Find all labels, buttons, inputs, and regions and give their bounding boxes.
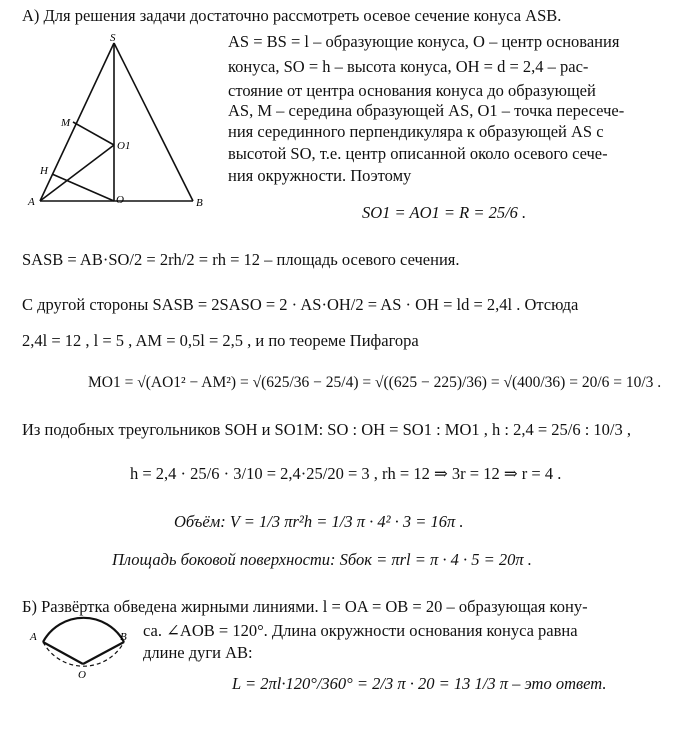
label-a: A xyxy=(28,196,35,208)
label-h: H xyxy=(40,165,48,177)
side-as xyxy=(40,43,114,201)
label-dev-b: B xyxy=(120,631,127,643)
label-o1: O1 xyxy=(117,140,131,152)
formula-l-arc: L = 2πl·120°/360° = 2/3 π · 20 = 13 1/3 π – это ответ. xyxy=(232,674,607,693)
formula-mo1: MO1 = √(AO1² − AM²) = √(625/36 − 25/4) = √((625 − 225)/36) = √(400/36) = 20/6 = 10/3 . xyxy=(88,374,662,391)
part-b-line-1: Б) Развёртка обведена жирными линиями. l = OA = OB = 20 – образующая кону- xyxy=(22,597,588,616)
formula-area: SASB = AB·SO/2 = 2rh/2 = rh = 12 – площадь осевого сечения. xyxy=(22,250,460,269)
arc-ab-bold xyxy=(43,618,124,642)
label-dev-a: A xyxy=(30,631,37,643)
segment-oh xyxy=(52,174,114,201)
part-a-line-6: ния серединного перпендикуляра к образующей AS с xyxy=(228,122,604,141)
part-a-line-7: высотой SO, т.е. центр описанной около осевого сече- xyxy=(228,144,608,163)
label-m: M xyxy=(61,117,71,129)
part-a-line-5: AS, M – середина образующей AS, O1 – точка пересече- xyxy=(228,101,625,120)
formula-volume: Объём: V = 1/3 πr²h = 1/3 π · 4² · 3 = 16π . xyxy=(174,512,464,531)
part-a-line-4: стояние от центра основания конуса до образующей xyxy=(228,81,596,100)
label-dev-o: O xyxy=(78,669,86,681)
label-s: S xyxy=(110,32,116,44)
part-a-line-3: конуса, SO = h – высота конуса, OH = d = 2,4 – рас- xyxy=(228,57,589,76)
radius-oa xyxy=(43,642,83,664)
text-l-value: 2,4l = 12 , l = 5 , AM = 0,5l = 2,5 , и по теореме Пифагора xyxy=(22,331,419,350)
text-other-side: С другой стороны SASB = 2SASO = 2 · AS·OH/2 = AS · OH = ld = 2,4l . Отсюда xyxy=(22,295,579,314)
text-similar: Из подобных треугольников SOH и SO1M: SO : OH = SO1 : MO1 , h : 2,4 = 25/6 : 10/3 , xyxy=(22,420,632,439)
development-figure xyxy=(43,618,124,666)
part-b-line-3: длине дуги AB: xyxy=(143,643,253,662)
label-o: O xyxy=(116,194,124,206)
part-a-line-8: ния окружности. Поэтому xyxy=(228,166,412,185)
segment-ao1 xyxy=(40,145,114,201)
part-b-line-2: са. ∠AOB = 120°. Длина окружности основания конуса равна xyxy=(143,621,578,640)
part-a-line-2: AS = BS = l – образующие конуса, O – центр основания xyxy=(228,32,620,51)
radius-ob xyxy=(83,642,124,664)
part-a-line-1: А) Для решения задачи достаточно рассмотреть осевое сечение конуса ASB. xyxy=(22,6,562,25)
label-b: B xyxy=(196,197,203,209)
formula-so1: SO1 = AO1 = R = 25/6 . xyxy=(362,203,527,222)
formula-lateral: Площадь боковой поверхности: Sбок = πrl = π · 4 · 5 = 20π . xyxy=(112,550,532,569)
formula-h: h = 2,4 · 25/6 · 3/10 = 2,4·25/20 = 3 , rh = 12 ⇒ 3r = 12 ⇒ r = 4 . xyxy=(130,464,562,483)
side-bs xyxy=(114,43,193,201)
segment-mo1 xyxy=(73,122,114,145)
